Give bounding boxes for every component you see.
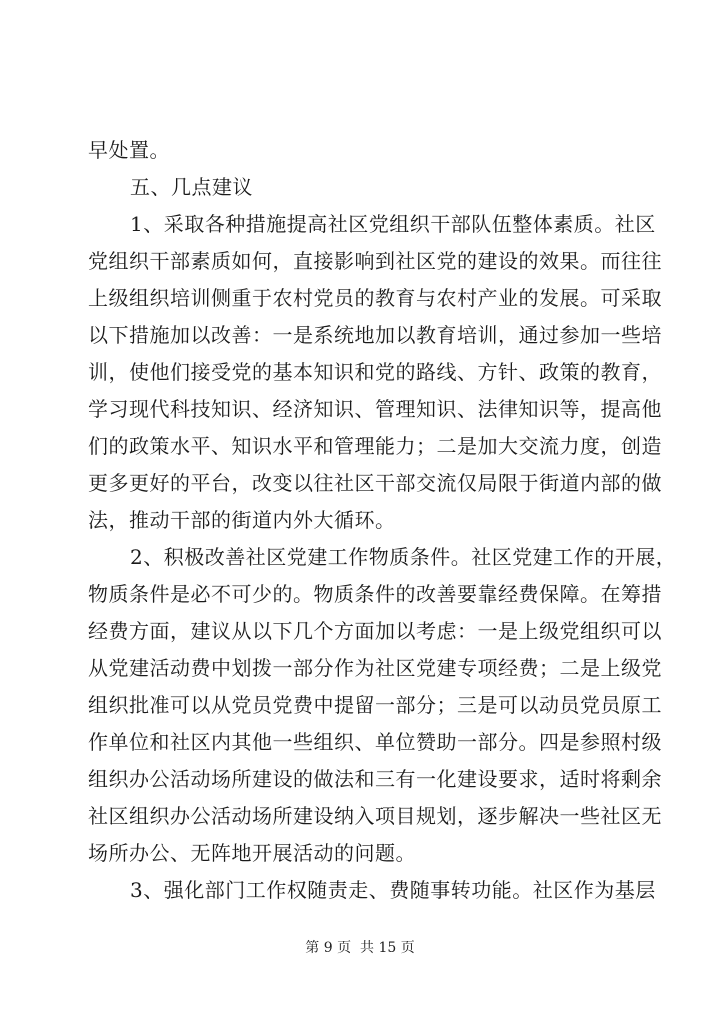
- text-line: 早处置。: [88, 138, 170, 162]
- page-footer: [0, 938, 720, 958]
- text-line: 训，使他们接受党的基本知识和党的路线、方针、政策的教育，: [88, 360, 662, 384]
- text-line: 学习现代科技知识、经济知识、管理知识、法律知识等，提高他: [88, 397, 662, 421]
- text-line: 组织办公活动场所建设的做法和三有一化建设要求，适时将剩余: [88, 767, 662, 791]
- text-line: 以下措施加以改善：一是系统地加以教育培训，通过参加一些培: [88, 323, 662, 347]
- text-line: 法，推动干部的街道内外大循环。: [88, 508, 396, 532]
- text-line: 上级组织培训侧重于农村党员的教育与农村产业的发展。可采取: [88, 286, 662, 310]
- text-line: 场所办公、无阵地开展活动的问题。: [88, 841, 416, 865]
- text-line: 2、积极改善社区党建工作物质条件。社区党建工作的开展，: [130, 545, 677, 569]
- section-heading: 五、几点建议: [130, 175, 253, 199]
- text-line: 们的政策水平、知识水平和管理能力；二是加大交流力度，创造: [88, 434, 662, 458]
- text-line: 物质条件是必不可少的。物质条件的改善要靠经费保障。在筹措: [88, 582, 662, 606]
- page-number-label: 第 9 页 共 15 页: [305, 940, 415, 956]
- text-line: 社区组织办公活动场所建设纳入项目规划，逐步解决一些社区无: [88, 804, 662, 828]
- text-line: 更多更好的平台，改变以往社区干部交流仅局限于街道内部的做: [88, 471, 662, 495]
- text-line: 经费方面，建议从以下几个方面加以考虑：一是上级党组织可以: [88, 619, 662, 643]
- text-line: 组织批准可以从党员党费中提留一部分；三是可以动员党员原工: [88, 693, 662, 717]
- text-line: 从党建活动费中划拨一部分作为社区党建专项经费；二是上级党: [88, 656, 662, 680]
- text-line: 3、强化部门工作权随责走、费随事转功能。社区作为基层: [130, 878, 656, 902]
- text-line: 1、采取各种措施提高社区党组织干部队伍整体素质。社区: [130, 212, 656, 236]
- text-line: 党组织干部素质如何，直接影响到社区党的建设的效果。而往往: [88, 249, 662, 273]
- text-line: 作单位和社区内其他一些组织、单位赞助一部分。四是参照村级: [88, 730, 662, 754]
